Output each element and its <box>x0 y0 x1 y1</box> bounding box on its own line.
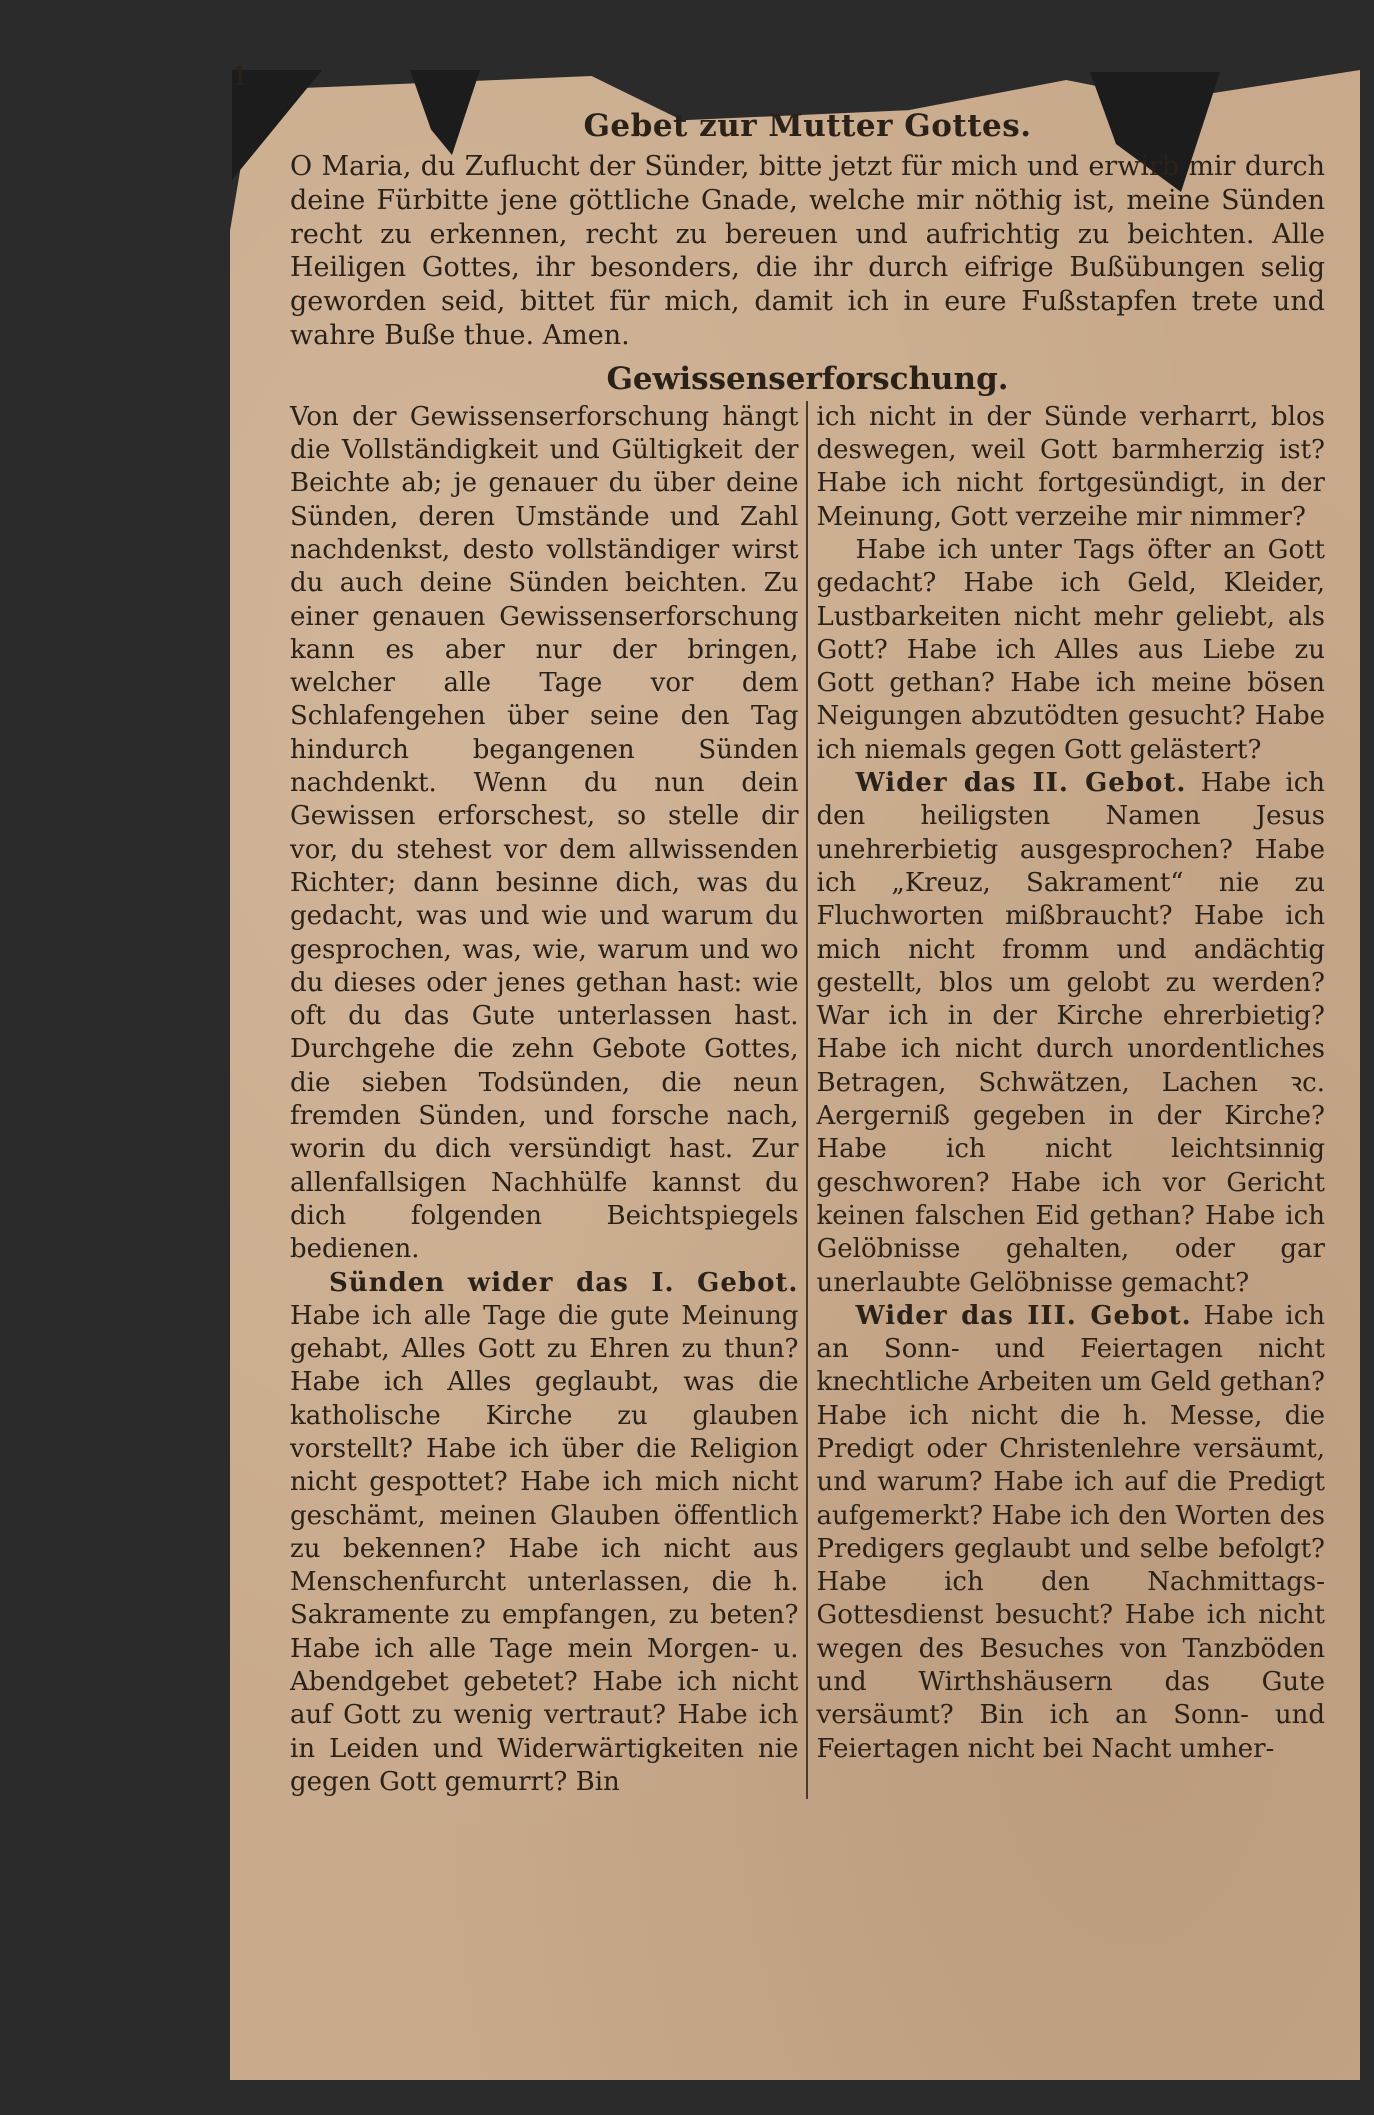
page-content <box>290 108 1325 1799</box>
commandment-2-section <box>817 767 1326 1300</box>
commandment-1-text: Habe ich alle Tage die gute Meinung gehabt, Alles Gott zu Ehren zu thun? Habe ich Alles geglaubt, was die katholische Kirche zu glauben vorstellt? Habe ich über die Religion nicht gespottet? Habe ich mich nicht geschämt, meinen Glauben öffentlich zu bekennen? Habe ich nicht aus Menschenfurcht unterlassen, die h. Sakramente zu empfangen, zu beten? Habe ich alle Tage mein Morgen- u. Abendgebet gebetet? Habe ich nicht auf Gott zu wenig vertraut? Habe ich in Leiden und Widerwärtigkeiten nie gegen Gott gemurrt? Bin <box>290 1300 799 1797</box>
commandment-2-text: Habe ich den heiligsten Namen Jesus unehrerbietig ausgesprochen? Habe ich „Kreuz, Sakrament“ nie zu Fluchworten mißbraucht? Habe ich mich nicht fromm und andächtig gestellt, blos um gelobt zu werden? War ich in der Kirche ehrerbietig? Habe ich nicht durch unordentliches Betragen, Schwätzen, Lachen ꝛc. Aergerniß gegeben in der Kirche? Habe ich nicht leichtsinnig geschworen? Habe ich vor Gericht keinen falschen Eid gethan? Habe ich Gelöbnisse gehalten, oder gar unerlaubte Gelöbnisse gemacht? <box>816 768 1326 1298</box>
commandment-3-heading: Wider das III. Gebot. <box>855 1300 1192 1331</box>
right-continuation: ich nicht in der Sünde verharrt, blos deswegen, weil Gott barmherzig ist? Habe ich nicht fortgesündigt, in der Meinung, Gott verzeihe mir nimmer? <box>816 401 1325 532</box>
right-paragraph-2: Habe ich unter Tags öfter an Gott gedacht? Habe ich Geld, Kleider, Lustbarkeiten nicht mehr geliebt, als Gott? Habe ich Alles aus Liebe zu Gott gethan? Habe ich meine bösen Neigungen abzutödten gesucht? Habe ich niemals gegen Gott gelästert? <box>816 534 1325 765</box>
two-column-text <box>290 401 1325 1799</box>
page-number: 1 <box>232 62 249 92</box>
commandment-3-text: Habe ich an Sonn- und Feiertagen nicht knechtliche Arbeiten um Geld gethan? Habe ich nicht die h. Messe, die Predigt oder Christenlehre versäumt, und warum? Habe ich auf die Predigt aufgemerkt? Habe ich den Worten des Predigers geglaubt und selbe befolgt? Habe ich den Nachmittags-Gottesdienst besucht? Habe ich nicht wegen des Besuches von Tanzböden und Wirthshäusern das Gute versäumt? Bin ich an Sonn- und Feiertagen nicht bei Nacht umher- <box>816 1300 1325 1764</box>
commandment-1-heading: Sünden wider das I. Gebot. <box>329 1267 799 1298</box>
prayer-text: O Maria, du Zuflucht der Sünder, bitte jetzt für mich und erwirb mir durch deine Fürbitte jene göttliche Gnade, welche mir nöthig ist, meine Sünden recht zu erkennen, recht zu bereuen und aufrichtig zu beichten. Alle Heiligen Gottes, ihr besonders, die ihr durch eifrige Bußübungen selig geworden seid, bittet für mich, damit ich in eure Fußstapfen trete und wahre Buße thue. Amen. <box>290 151 1325 351</box>
left-column <box>290 401 806 1799</box>
commandment-3-section <box>817 1300 1326 1766</box>
prayer-title: Gebet zur Mutter Gottes. <box>583 108 1032 144</box>
examination-intro: Von der Gewissenserforschung hängt die Vollständigkeit und Gültigkeit der Beichte ab; je genauer du über deine Sünden, deren Umstände und Zahl nachdenkst, desto vollständiger wirst du auch deine Sünden beichten. Zu einer genauen Gewissenserforschung kann es aber nur der bringen, welcher alle Tage vor dem Schlafengehen über seine den Tag hindurch begangenen Sünden nachdenkt. Wenn du nun dein Gewissen erforschest, so stelle dir vor, du stehest vor dem allwissenden Richter; dann besinne dich, was du gedacht, was und wie und warum du gesprochen, was, wie, warum und wo du dieses oder jenes gethan hast: wie oft du das Gute unterlassen hast. Durchgehe die zehn Gebote Gottes, die sieben Todsünden, die neun fremden Sünden, und forsche nach, worin du dich versündigt hast. Zur allenfallsigen Nachhülfe kannst du dich folgenden Beichtspiegels bedienen. <box>290 401 799 1265</box>
right-column <box>808 401 1326 1799</box>
commandment-1-section <box>290 1267 799 1800</box>
examination-title: Gewissenserforschung. <box>606 360 1009 397</box>
commandment-2-heading: Wider das II. Gebot. <box>855 768 1187 799</box>
